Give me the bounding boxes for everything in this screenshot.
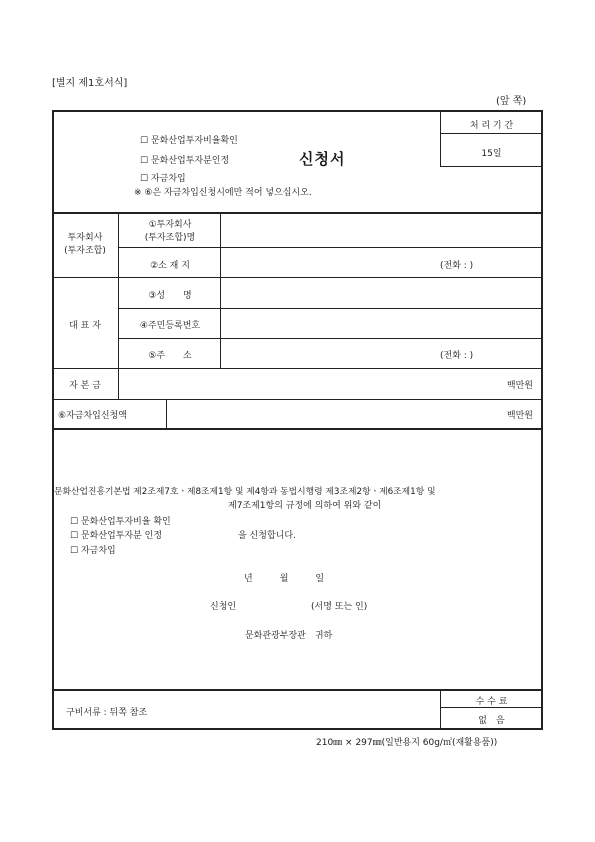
header-option-loan[interactable]: ☐ 자금차입 xyxy=(140,174,186,184)
processing-box-bottom xyxy=(440,166,543,167)
loan-unit: 백만원 xyxy=(506,411,533,421)
applicant-label: 신청인 xyxy=(210,602,237,612)
rep-group-label: 대 표 자 xyxy=(69,321,101,331)
capital-label: 자 본 금 xyxy=(69,381,101,391)
rep-row-divider-2 xyxy=(118,338,543,339)
paper-specification: 210㎜ × 297㎜(일반용지 60g/㎡(재활용품)) xyxy=(316,738,498,748)
rep-group-divider xyxy=(118,278,119,368)
signature-placeholder[interactable]: (서명 또는 인) xyxy=(311,602,368,612)
investor-row-divider xyxy=(118,247,543,248)
section-divider-footer xyxy=(52,689,543,691)
investor-group-label: 투자회사 (투자조합) xyxy=(64,233,106,256)
header-option-investment-recognition[interactable]: ☐ 문화산업투자분인정 xyxy=(140,156,230,166)
rep-name-label: ③성 명 xyxy=(148,291,192,301)
declaration-option-investment-recognition[interactable]: ☐ 문화산업투자분 인정 xyxy=(70,531,163,541)
section-divider-loan xyxy=(52,399,543,400)
header-note: ※ ⑥은 자금차입신청시에만 적어 넣으십시오. xyxy=(134,188,312,198)
form-title: 신청서 xyxy=(299,150,346,168)
declaration-option-ratio-check[interactable]: ☐ 문화산업투자비율 확인 xyxy=(70,517,171,527)
fee-label: 수 수 료 xyxy=(475,697,508,707)
rep-address-label: ⑤주 소 xyxy=(148,351,192,361)
required-documents: 구비서류 : 뒤쪽 참조 xyxy=(66,708,148,718)
section-divider-declaration xyxy=(52,428,543,430)
rep-phone: (전화 : ) xyxy=(440,351,474,361)
fee-box-divider xyxy=(440,707,543,708)
form-reference: [별지 제1호서식] xyxy=(52,78,128,89)
processing-period-value: 15일 xyxy=(481,149,502,159)
label-column-divider xyxy=(220,213,221,368)
section-divider-capital xyxy=(52,368,543,369)
investor-name-label: ①투자회사 (투자조합)명 xyxy=(144,220,196,243)
declaration-line-2: 제7조제1항의 규정에 의하여 위와 같이 xyxy=(228,501,382,511)
processing-box-divider xyxy=(440,133,543,134)
declaration-apply-text: 을 신청합니다. xyxy=(238,531,296,541)
rep-id-label: ④주민등록번호 xyxy=(139,321,201,331)
loan-label: ⑥자금차입신청액 xyxy=(58,411,127,421)
page-side-label: (앞 쪽) xyxy=(496,96,527,107)
header-option-ratio-check[interactable]: ☐ 문화산업투자비율확인 xyxy=(140,136,238,146)
declaration-option-loan[interactable]: ☐ 자금차입 xyxy=(70,546,116,556)
processing-period-label: 처 리 기 간 xyxy=(469,121,514,131)
recipient-line: 문화관광부장관 귀하 xyxy=(245,631,333,641)
investor-phone: (전화 : ) xyxy=(440,261,474,271)
capital-unit: 백만원 xyxy=(506,381,533,391)
capital-divider xyxy=(118,369,119,399)
rep-row-divider-1 xyxy=(118,308,543,309)
fee-value: 없 음 xyxy=(478,716,505,726)
declaration-line-1: 문화산업진흥기본법 제2조제7호ㆍ제8조제1항 및 제4항과 동법시행령 제3조제2항ㆍ제6조제1항 및 xyxy=(54,487,436,497)
investor-group-divider xyxy=(118,213,119,278)
loan-divider xyxy=(166,400,167,429)
section-divider-investor xyxy=(52,212,543,214)
investor-address-label: ②소 재 지 xyxy=(150,261,190,271)
application-date[interactable]: 년 월 일 xyxy=(244,574,325,584)
section-divider-representative xyxy=(52,277,543,278)
